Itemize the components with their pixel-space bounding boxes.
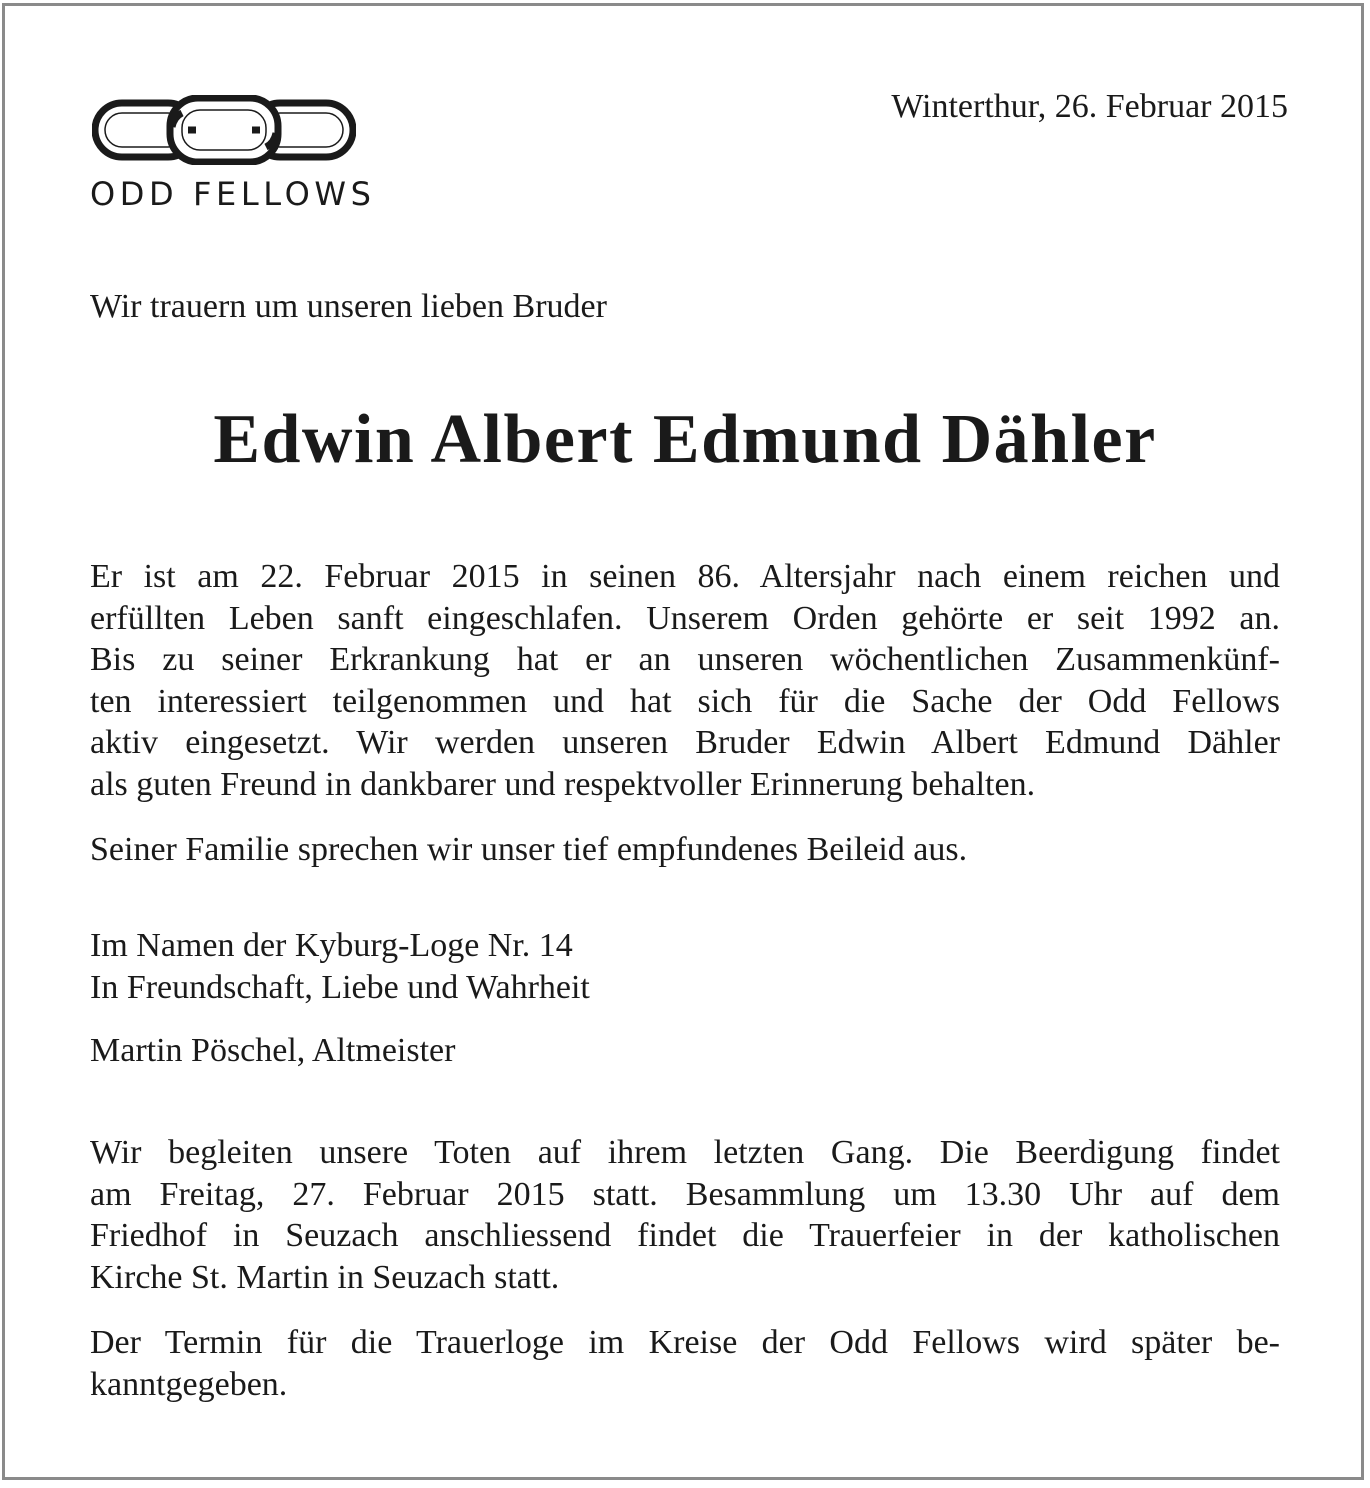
tribute-line: aktiv eingesetzt. Wir werden unseren Bruder Edwin Albert Edmund Dähler — [90, 724, 1280, 761]
signer-block — [90, 1030, 1280, 1072]
funeral-line: Friedhof in Seuzach anschliessend findet die Trauerfeier in der katholischen — [90, 1217, 1280, 1254]
tribute-line: Er ist am 22. Februar 2015 in seinen 86. Altersjahr nach einem reichen und — [90, 558, 1280, 595]
tribute-line: erfüllten Leben sanft eingeschlafen. Unserem Orden gehörte er seit 1992 an. — [90, 599, 1280, 637]
funeral-paragraph — [90, 1132, 1280, 1298]
mourning-lodge-line: Der Termin für die Trauerloge im Kreise der Odd Fellows wird später be- — [90, 1324, 1280, 1361]
tribute-paragraph — [90, 556, 1280, 805]
three-chain-links-icon — [92, 95, 356, 165]
funeral-line: Wir begleiten unsere Toten auf ihrem letzten Gang. Die Beerdigung findet — [90, 1134, 1280, 1171]
odd-fellows-logo — [88, 95, 376, 220]
tribute-line: Bis zu seiner Erkrankung hat er an unseren wöchentlichen Zusammenkünf- — [90, 641, 1280, 678]
signature-block — [90, 925, 1280, 1008]
funeral-line: Kirche St. Martin in Seuzach statt. — [90, 1258, 560, 1296]
mourning-lodge-paragraph — [90, 1322, 1280, 1405]
condolence-text: Seiner Familie sprechen wir unser tief empfundenes Beileid aus. — [90, 831, 968, 868]
tribute-line: als guten Freund in dankbarer und respektvoller Erinnerung behalten. — [90, 765, 1036, 803]
mourning-lodge-line: kanntgegeben. — [90, 1365, 288, 1403]
intro-line: Wir trauern um unseren lieben Bruder — [90, 288, 607, 325]
lodge-line: Im Namen der Kyburg-Loge Nr. 14 — [90, 927, 573, 964]
logo-wordmark: ODD FELLOWS — [90, 175, 376, 213]
signer-name: Martin Pöschel, Altmeister — [90, 1032, 456, 1069]
deceased-name: Edwin Albert Edmund Dähler — [213, 401, 1157, 478]
place-date: Winterthur, 26. Februar 2015 — [891, 88, 1288, 125]
condolence-line — [90, 829, 1280, 871]
funeral-line: am Freitag, 27. Februar 2015 statt. Besammlung um 13.30 Uhr auf dem — [90, 1175, 1280, 1213]
tribute-line: ten interessiert teilgenommen und hat sich für die Sache der Odd Fellows — [90, 682, 1280, 720]
motto-line: In Freundschaft, Liebe und Wahrheit — [90, 968, 590, 1006]
